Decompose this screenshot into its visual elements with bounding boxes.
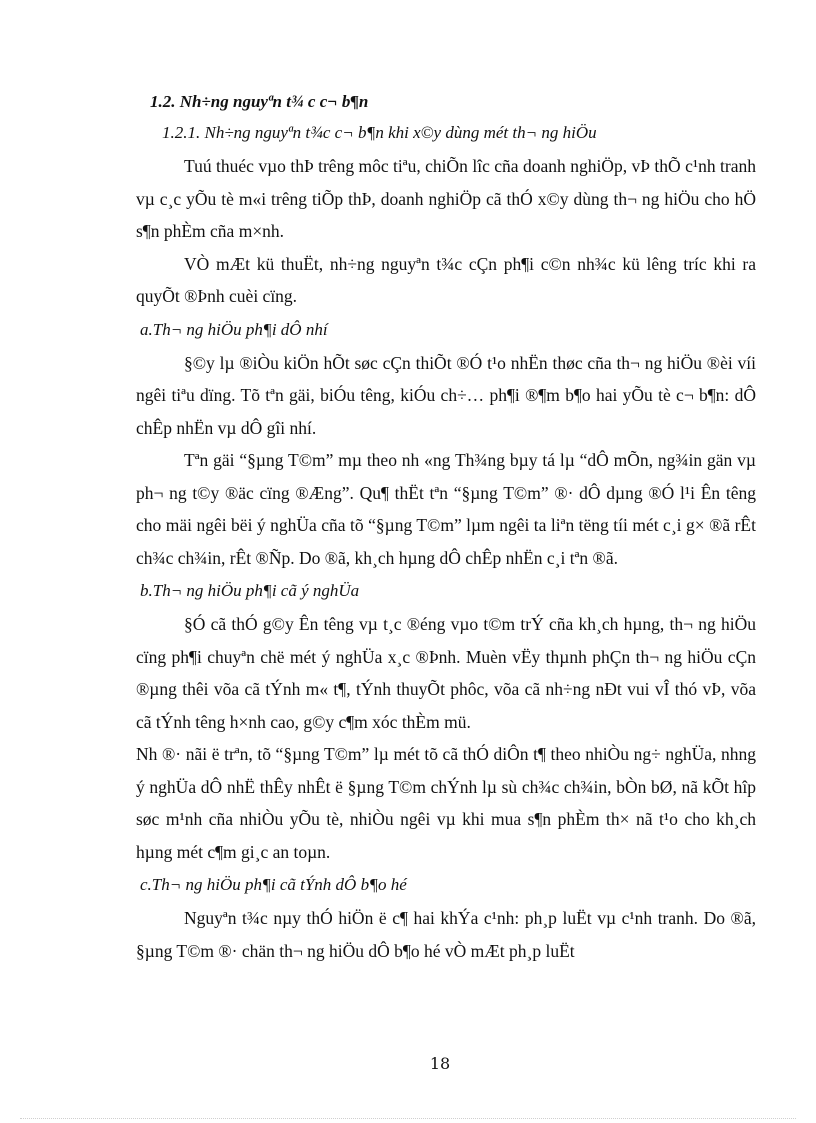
section-heading: 1.2. Nh÷ng nguyªn t¾ c c¬ b¶n — [150, 92, 369, 111]
heading-c: c.Th¬ ng hiÖu ph¶i cã tÝnh dÔ b¶o hé — [140, 875, 407, 894]
paragraph-b1: §Ó cã thÓ g©y Ên têng vµ t¸c ®éng vµo t©m trÝ cña kh¸ch hµng, th¬ ng hiÖu cïng ph¶i chuyªn chë mét ý nghÜa x¸c ®Þnh. Muèn vËy thµnh phÇn th¬ ng hiÖu cÇn ®µng thêi võa cã tÝnh m« t¶, tÝnh thuyÕt phôc, võa cã nh÷ng nÐt vui vÎ thó vÞ, võa cã tÝnh têng h×nh cao, g©y c¶m xóc thÈm mü. — [136, 614, 756, 732]
page-content — [136, 92, 756, 967]
heading-a: a.Th¬ ng hiÖu ph¶i dÔ nhí — [140, 319, 328, 339]
paragraph-intro: Tuú thuéc vµo thÞ trêng môc tiªu, chiÕn lîc cña doanh nghiÖp, vÞ thÕ c¹nh tranh vµ c¸c yÕu tè m«i trêng tiÕp thÞ, doanh nghiÖp cã thÓ x©y dùng th¬ ng hiÖu cho hÖ s¶n phÈm cña m×nh. — [136, 156, 756, 241]
paragraph-c1: Nguyªn t¾c nµy thÓ hiÖn ë c¶ hai khÝa c¹nh: ph¸p luËt vµ c¹nh tranh. Do ®ã, §µng T©m ®· chän th¬ ng hiÖu dÔ b¶o hé vÒ mÆt ph¸p luËt — [136, 908, 756, 961]
paragraph-b2: Nh ®· nãi ë trªn, tõ “§µng T©m” lµ mét tõ cã thÓ diÔn t¶ theo nhiÒu ng÷ nghÜa, nhng ý nghÜa dÔ nhË thÊy nhÊt ë §µng T©m chÝnh lµ sù ch¾c ch¾in, bÒn bØ, nã kÕt hîp søc m¹nh cña nhiÒu yÕu tè, nhiÒu ngêi vµ khi mua s¶n phÈm th× nã t¹o cho kh¸ch hµng mét c¶m gi¸c an toµn. — [136, 744, 756, 862]
page-bottom-divider — [20, 1118, 796, 1119]
subsection-heading: 1.2.1. Nh÷ng nguyªn t¾c c¬ b¶n khi x©y dùng mét th¬ ng hiÖu — [162, 123, 597, 142]
heading-b: b.Th¬ ng hiÖu ph¶i cã ý nghÜa — [140, 581, 360, 600]
paragraph-a1: §©y lµ ®iÒu kiÖn hÕt søc cÇn thiÕt ®Ó t¹o nhËn thøc cña th¬ ng hiÖu ®èi víi ngêi tiªu dïng. Tõ tªn gäi, biÓu têng, kiÓu ch÷… ph¶i ®¶m b¶o hai yÕu tè c¬ b¶n: dÔ chÊp nhËn vµ dÔ gîi nhí. — [136, 352, 756, 438]
page-number: 18 — [429, 1054, 451, 1073]
paragraph-a2: Tªn gäi “§µng T©m” mµ theo nh «ng Th¾ng bµy tá lµ “dÔ mÕn, ng¾in gän vµ ph¬ ng t©y ®äc cïng ®Æng”. Qu¶ thËt tªn “§µng T©m” ®· dÔ dµng ®Ó l¹i Ên têng cho mäi ngêi bëi ý nghÜa cña tõ “§µng T©m” lµm ngêi ta liªn tëng tíi mét c¸i g× ®ã rÊt ch¾c ch¾in, rÊt ®Ñp. Do ®ã, kh¸ch hµng dÔ chÊp nhËn c¸i tªn ®ã. — [136, 450, 756, 568]
paragraph-technical: VÒ mÆt kü thuËt, nh÷ng nguyªn t¾c cÇn ph¶i c©n nh¾c kü lêng tríc khi ra quyÕt ®Þnh cuèi cïng. — [136, 253, 756, 306]
